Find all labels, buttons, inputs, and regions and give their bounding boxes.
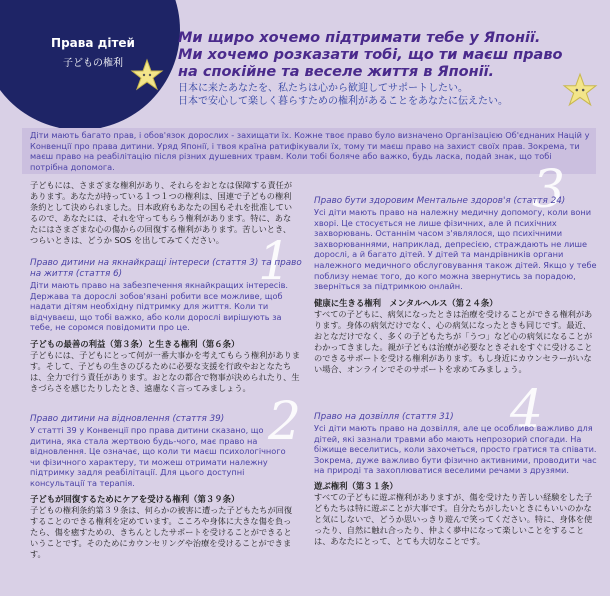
section-body-japanese: すべての子どもに遊ぶ権利がありますが、傷を受けたり苦しい経験をした子どもたちは特に遊ぶことが大事です。自分たちがしたいときにもいいのかなと気にしないで、どうか思いっきり遊んで笑ってください。特に、身体を使ったり、自然に触れ合ったり、仲よく夢中になって楽しいことをすることは、あなたにとって、とても大切なことです。 [314,491,593,546]
section-title-japanese: 健康に生きる権利 メンタルヘルス（第２４条） [314,297,498,308]
section-title-ukrainian: Право дитини на відновлення (стаття 39) [30,414,225,424]
section-number: 2 [268,392,302,452]
intro-ukrainian: Діти мають багато прав, і обов'язок дорослих - захищати їх. Кожне твоє право було визначено Організацією Об'єднаних Націй у Конвенції про права дитини. Уряд Японії, і твоя країна ратифікували їх, тому ти маєш право на захист своїх прав. Зокрема, ти маєш право на реабілітацію після різних душевних травм. Коли тобі боляче або важко, будь ласка, подай знак, що тобі потрібна допомога. [30,130,590,172]
section-title-japanese: 子どもが回復するためにケアを受ける権利（第３９条） [30,493,240,504]
intro-japanese: 子どもには、さまざまな権利があり、それらをおとなは保障する責任があります。あなたが持っている１つ１つの権利は、国連で子どもの権利条約として決められました。日本政府もあなたの国もそれを批准しているので、あなたには、それを守ってもらう権利があります。特に、あなたにはさまざまな心の傷からの回復する権利があります。苦しいとき、つらいときは、どうか SOS を出してみてください。 [30,180,293,245]
section-body-japanese: 子どもには、子どもにとって何が一番大事かを考えてもらう権利があります。そして、子どもの生きのびるために必要な支援を行政やおとなたちは、全力で行う責任があります。おとなの都合で物事が決められたり、生きづらさを感じたりしたとき、遠慮なく言ってみましょう。 [30,349,301,393]
headline-japanese: 日本に来たあなたを、私たちは心から歓迎してサポートしたい。 日本で安心して楽しく暮らすための権利があることをあなたに伝えたい。 [178,83,508,107]
section-right-to-health [314,196,598,375]
section-title-ukrainian: Право бути здоровим Ментальне здоров'я (стаття 24) [314,196,566,206]
section-number: 1 [258,232,292,292]
section-body-japanese: すべての子どもに、病気になったときは治療を受けることができる権利があります。身体の病気だけでなく、心の病気になったときも同じです。最近、おとなだけでなく、多くの子どもたちが「うつ」など心の病気になることがわかってきました。親が子どもは治療が必要なときそれをすぐに受けることのできるサポートを受ける権利があります。もし身近にカウンセラーがいない場合、オンラインでそのサポートを求めてみましょう。 [314,308,593,374]
section-body-japanese: 子どもの権利条約第３９条は、何らかの被害に遭った子どもたちが回復することのできる権利を定めています。こころや身体に大きな傷を負ったら、傷を癒すための、きちんとしたサポートを受けることができるということです。そのためにカウンセリングや治療を受けることができます。 [30,504,293,559]
badge-subtitle: 子どもの権利 [63,58,123,69]
section-body-ukrainian: Діти мають право на забезпечення якнайкращих інтересів. Держава та дорослі зобов'язані робити все можливе, щоб надати дітям необхідну підтримку для життя. Коли ти відчуваєш, що тобі важко, або коли дорослі вирішують за тебе, не соромся повідомити про це. [30,280,289,333]
section-body-ukrainian: Усі діти мають право на належну медичну допомогу, коли вони хворі. Це стосується не лише фізичних, але й психічних захворювань. Останнім часом з'являлося, що психічними захворюваннями, наприклад, депресією, страждають не лише дорослі, а й багато дітей. У дітей та мандрівників органи належного медичного обслуговування також дітей. Якщо у тебе поблизу немає того, до кого можна звернутись за порадою, зверніться за підтримкою онлайн. [314,207,597,292]
section-right-to-leisure [314,412,598,547]
section-body-ukrainian: У статті 39 у Конвенції про права дитини сказано, що дитина, яка стала жертвою будь-чого, має право на відновлення. Це означає, що коли ти маєш психологічного чи фізичного характеру, ти можеш отримати належну підтримку задля реабілітації. Для цього доступні консультації та терапія. [30,425,286,488]
section-body-ukrainian: Усі діти мають право на дозвілля, але це особливо важливо для дітей, які зазнали травми або мають непрозорий спогади. На біжище веселитись, коли захочеться, просто гратися та співати. Зокрема, дуже важливо бути фізично активними, проводити час на природі та захоплюватися веселими речами з друзями. [314,423,597,476]
section-right-to-life [30,258,302,394]
section-title-ukrainian: Право на дозвілля (стаття 31) [314,412,454,422]
headline-ukrainian: Ми щиро хочемо підтримати тебе у Японії. Ми хочемо розказати тобі, що ти маєш право на спокійне та веселе життя в Японії. [178,30,563,80]
section-title-japanese: 遊ぶ権利（第３１条） [314,480,398,491]
section-title-japanese: 子どもの最善の利益（第３条）と生きる権利（第６条） [30,338,240,349]
star-icon [130,58,164,92]
section-number: 3 [532,160,566,220]
section-number: 4 [510,380,544,440]
section-title-ukrainian: Право дитини на якнайкращі інтереси (стаття 3) та право на життя (стаття 6) [30,258,302,279]
section-right-to-recovery [30,414,295,560]
badge-title: Права дітей [51,36,135,50]
